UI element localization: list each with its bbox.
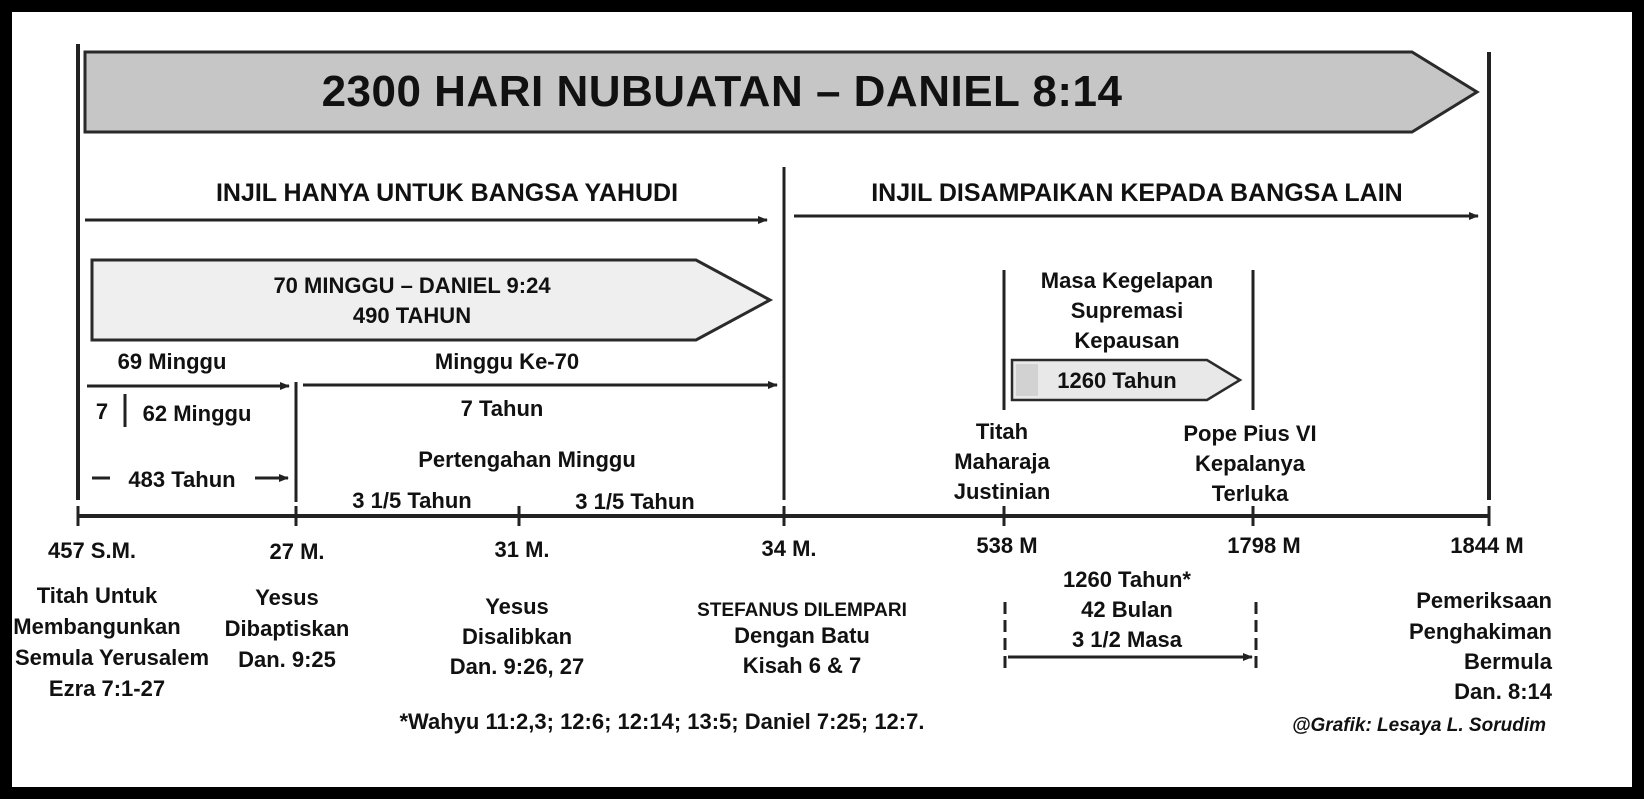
caption-457-4: Ezra 7:1-27 xyxy=(48,676,166,701)
caption-1844-3: Bermula xyxy=(1463,649,1552,674)
main-title: 2300 HARI NUBUATAN – DANIEL 8:14 xyxy=(321,67,1123,116)
caption-457-3: Semula Yerusalem xyxy=(14,645,210,670)
half-left-label: 3 1/5 Tahun xyxy=(352,488,472,513)
caption-27-3: Dan. 9:25 xyxy=(238,647,336,672)
credit: @Grafik: Lesaya L. Sorudim xyxy=(1292,715,1546,736)
phase-left-label: INJIL HANYA UNTUK BANGSA YAHUDI xyxy=(215,179,679,207)
caption-27-1: Yesus xyxy=(255,585,319,610)
seven-years-label: 7 Tahun xyxy=(460,396,544,421)
seven-label: 7 xyxy=(95,399,109,424)
tahun-1260-arrow-label: 1260 Tahun xyxy=(1057,368,1177,393)
caption-1844-4: Dan. 8:14 xyxy=(1454,679,1552,704)
caption-27-2: Dibaptiskan xyxy=(224,616,350,641)
caption-1844-2: Penghakiman xyxy=(1408,619,1552,644)
caption-1260-3: 3 1/2 Masa xyxy=(1071,627,1183,652)
date-1844: 1844 M xyxy=(1450,533,1524,558)
date-27: 27 M. xyxy=(269,539,325,564)
date-31: 31 M. xyxy=(494,537,550,562)
pius-line-2: Kepalanya xyxy=(1194,451,1306,476)
caption-1260-2: 42 Bulan xyxy=(1081,597,1173,622)
mid-week-label: Pertengahan Minggu xyxy=(418,447,636,472)
tahun-483-label: 483 Tahun xyxy=(128,467,236,492)
phase-right-label: INJIL DISAMPAIKAN KEPADA BANGSA LAIN xyxy=(871,179,1403,207)
dark-ages-line-3: Kepausan xyxy=(1074,328,1180,353)
caption-457-1: Titah Untuk xyxy=(36,583,158,608)
justinian-line-2: Maharaja xyxy=(954,449,1050,474)
justinian-line-1: Titah xyxy=(975,419,1029,444)
dark-ages-line-2: Supremasi xyxy=(1070,298,1184,323)
half-right-label: 3 1/5 Tahun xyxy=(575,489,695,514)
caption-34-3: Kisah 6 & 7 xyxy=(742,653,862,678)
caption-34-2: Dengan Batu xyxy=(734,623,870,648)
date-1798: 1798 M xyxy=(1227,533,1301,558)
caption-31-2: Disalibkan xyxy=(461,624,573,649)
caption-1844-1: Pemeriksaan xyxy=(1416,588,1552,613)
caption-1260-1: 1260 Tahun* xyxy=(1063,567,1191,592)
prophecy-chart xyxy=(12,12,1632,787)
dark-ages-line-1: Masa Kegelapan xyxy=(1040,268,1214,293)
justinian-line-3: Justinian xyxy=(953,479,1051,504)
date-538: 538 M xyxy=(976,533,1038,558)
date-457: 457 S.M. xyxy=(47,538,137,563)
week-70-label: Minggu Ke-70 xyxy=(434,349,580,374)
pius-line-3: Terluka xyxy=(1211,481,1289,506)
seventy-weeks-label-2: 490 TAHUN xyxy=(352,303,472,328)
caption-457-2: Membangunkan xyxy=(13,614,181,639)
caption-34-1: STEFANUS DILEMPARI xyxy=(697,600,907,621)
seventy-weeks-label-1: 70 MINGGU – DANIEL 9:24 xyxy=(273,273,551,298)
caption-31-3: Dan. 9:26, 27 xyxy=(449,654,585,679)
footnote: *Wahyu 11:2,3; 12:6; 12:14; 13:5; Daniel 7:25; 12:7. xyxy=(399,709,925,734)
caption-31-1: Yesus xyxy=(485,594,549,619)
date-34: 34 M. xyxy=(761,536,817,561)
pius-line-1: Pope Pius VI xyxy=(1183,421,1317,446)
sixty-nine-weeks-label: 69 Minggu xyxy=(117,349,227,374)
sixty-two-weeks-label: 62 Minggu xyxy=(142,401,252,426)
